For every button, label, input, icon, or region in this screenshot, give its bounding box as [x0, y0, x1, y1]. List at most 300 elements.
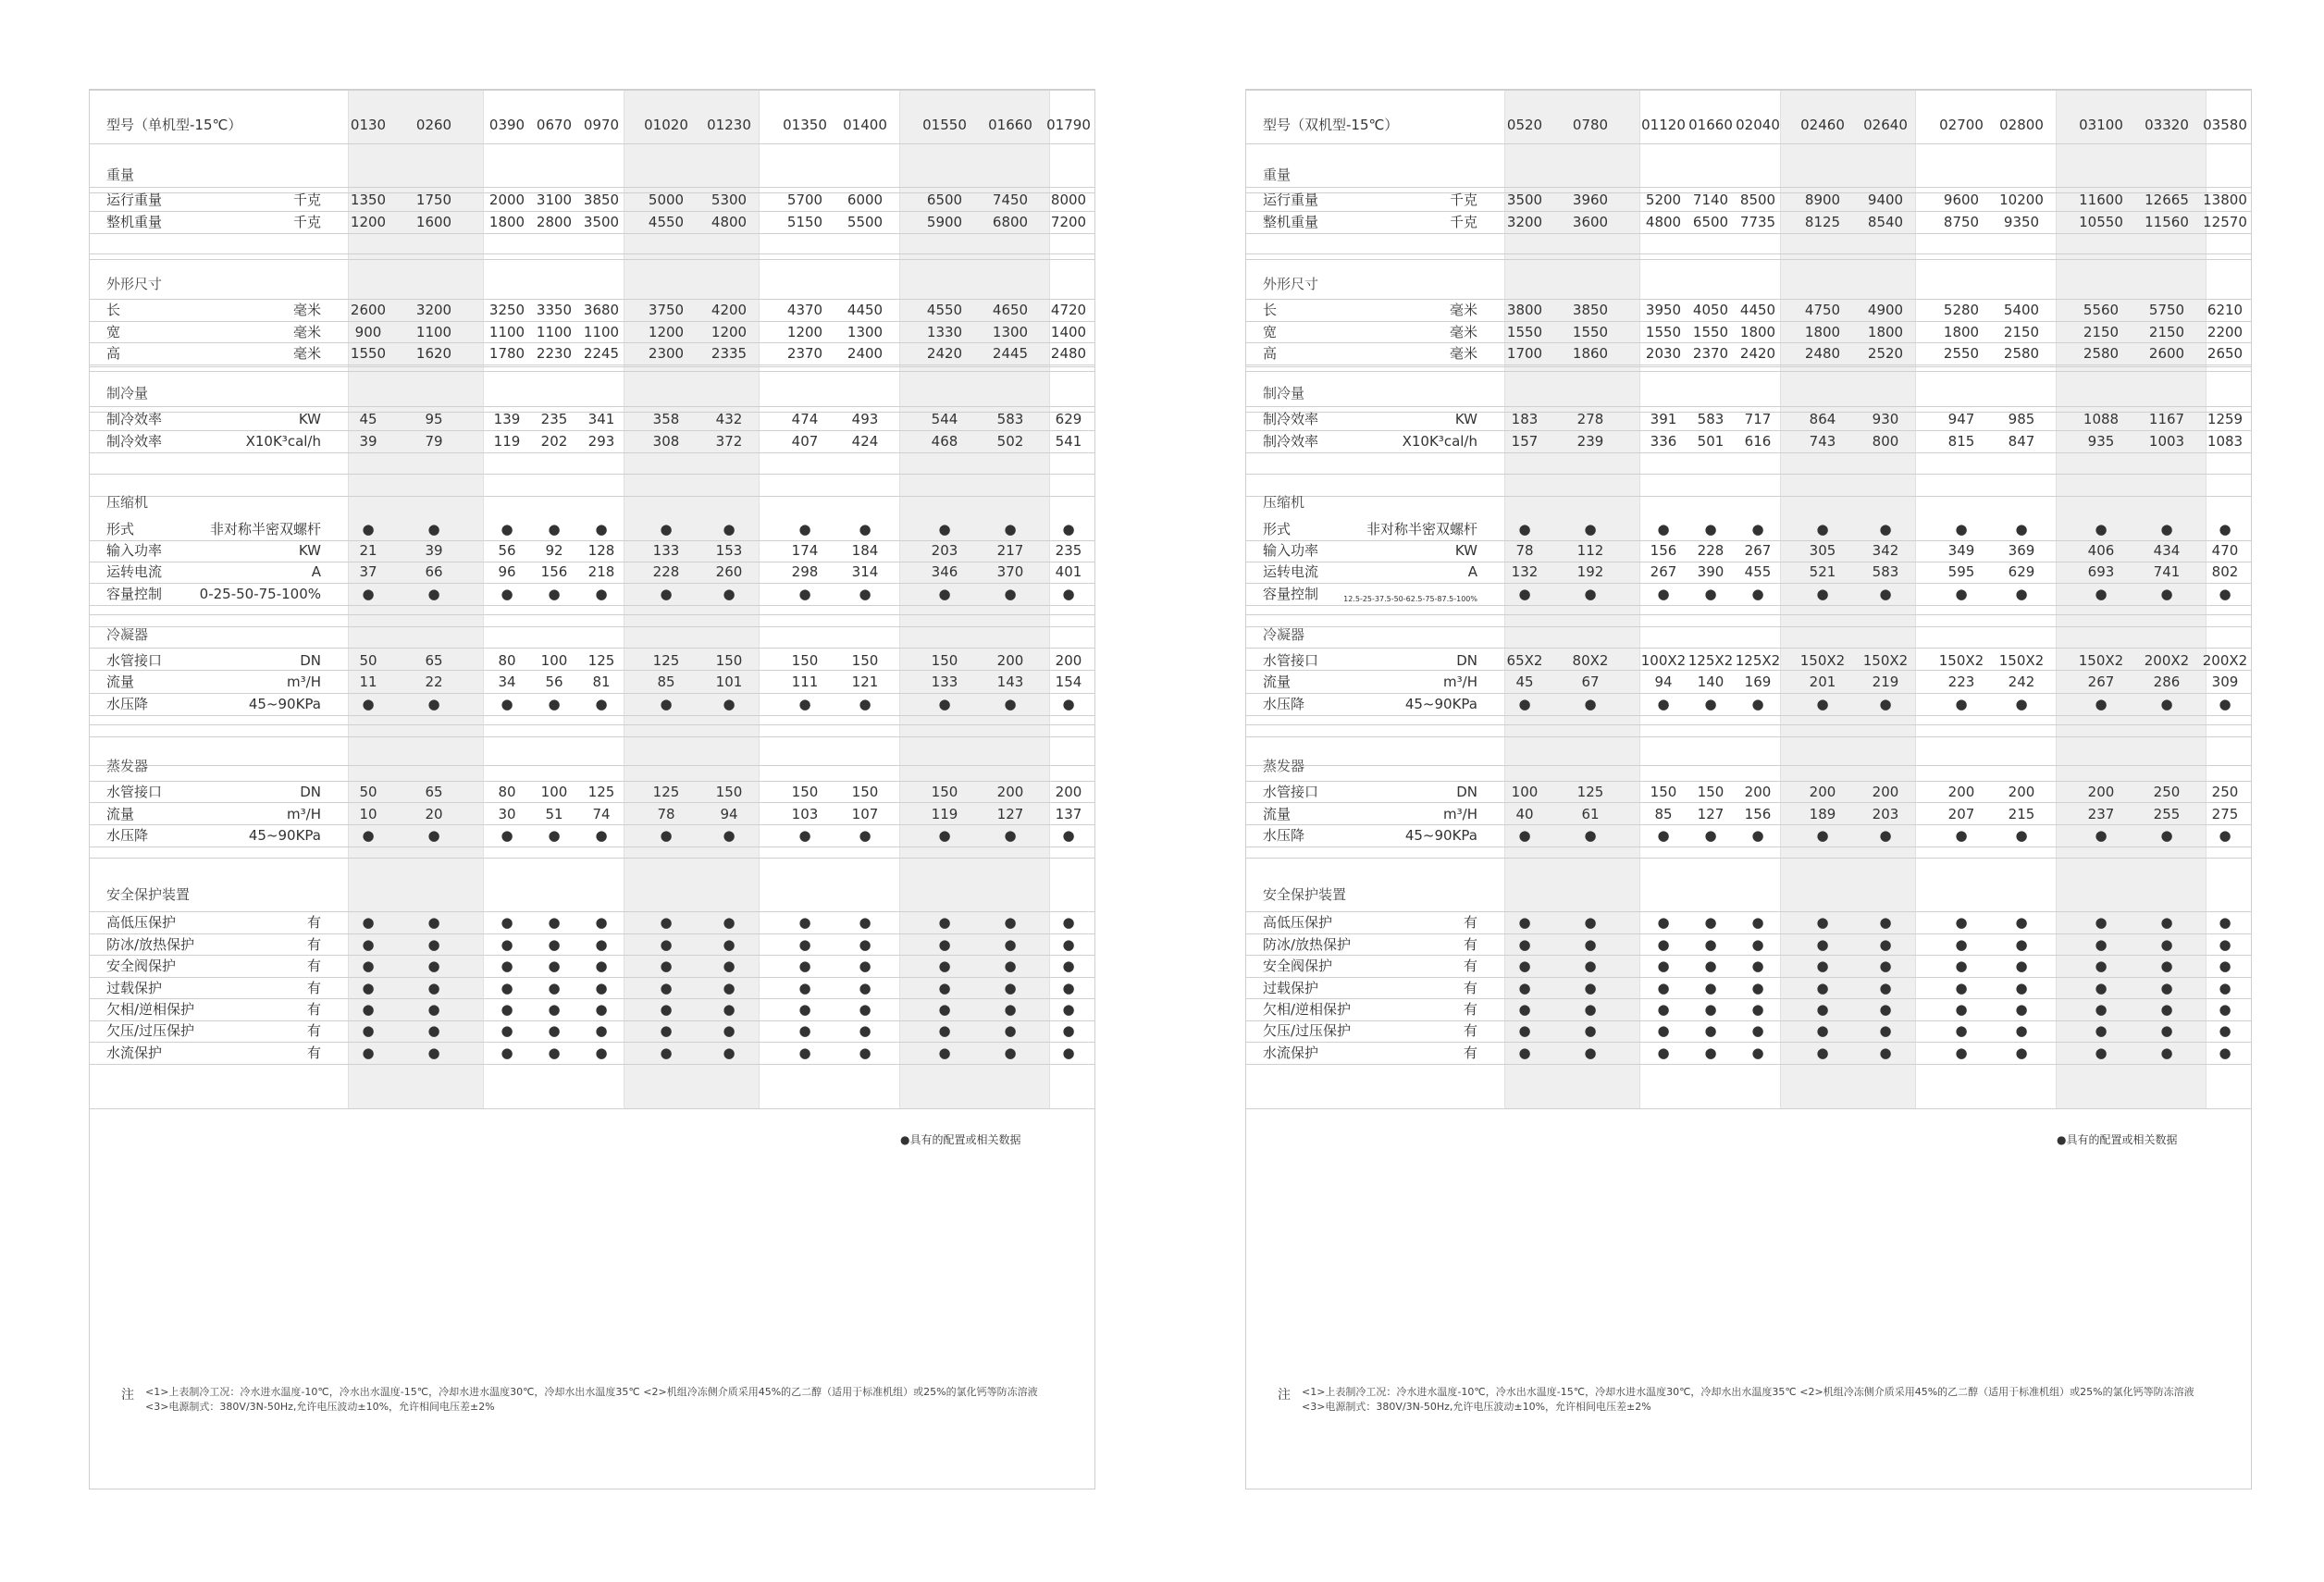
config-dot: ● — [501, 521, 513, 538]
row-divider — [1246, 933, 2252, 934]
config-dot: ● — [938, 914, 951, 931]
table-cell: 390 — [1697, 563, 1724, 580]
section-title: 压缩机 — [1263, 494, 1305, 511]
row-unit: DN — [1456, 784, 1477, 800]
table-cell: 200 — [1055, 784, 1082, 800]
model-code: 0780 — [1572, 117, 1609, 133]
config-dot: ● — [1004, 696, 1017, 712]
config-dot: ● — [427, 521, 440, 538]
config-dot: ● — [427, 696, 440, 712]
row-label: 容量控制 — [106, 586, 163, 602]
config-dot: ● — [595, 914, 608, 931]
config-dot: ● — [798, 696, 811, 712]
model-code: 01350 — [783, 117, 827, 133]
row-divider — [90, 605, 1095, 606]
model-code: 01660 — [988, 117, 1032, 133]
table-cell: 2245 — [583, 345, 620, 362]
config-dot: ● — [548, 958, 561, 974]
table-cell: 139 — [493, 411, 521, 427]
config-dot: ● — [1751, 827, 1764, 844]
row-divider — [1246, 366, 2252, 367]
table-cell: 1200 — [711, 324, 748, 340]
table-cell: 128 — [587, 542, 615, 559]
config-dot: ● — [1657, 521, 1670, 538]
config-dot: ● — [1955, 980, 1968, 996]
config-dot: ● — [2160, 696, 2173, 712]
table-cell: 67 — [1581, 674, 1600, 690]
table-cell: 1620 — [415, 345, 452, 362]
row-label: 宽 — [1263, 324, 1278, 340]
row-unit: 千克 — [1449, 214, 1477, 230]
table-cell: 200 — [1872, 784, 1899, 800]
table-cell: 9350 — [2003, 214, 2040, 230]
row-unit: m³/H — [1443, 674, 1477, 690]
table-cell: 7450 — [992, 192, 1029, 208]
config-dot: ● — [1518, 1001, 1531, 1018]
row-unit: 千克 — [292, 192, 321, 208]
config-dot: ● — [859, 958, 872, 974]
config-dot: ● — [723, 827, 736, 844]
config-dot: ● — [1584, 521, 1597, 538]
table-cell: 94 — [720, 806, 738, 822]
row-divider — [90, 583, 1095, 584]
legend: ●具有的配置或相关数据 — [900, 1133, 1021, 1146]
table-cell: 406 — [2087, 542, 2115, 559]
row-unit: m³/H — [287, 806, 321, 822]
table-cell: 150 — [791, 652, 819, 669]
row-unit: DN — [1456, 652, 1477, 669]
config-dot: ● — [2160, 1044, 2173, 1061]
table-cell: 2370 — [1692, 345, 1729, 362]
table-cell: 125 — [587, 784, 615, 800]
config-dot: ● — [1955, 914, 1968, 931]
row-label: 制冷效率 — [106, 433, 163, 450]
row-label: 流量 — [1263, 674, 1292, 690]
footnote: <1>上表制冷工况：冷水进水温度-10℃，冷水出水温度-15℃，冷却水进水温度30℃，冷却水出水温度35℃ <2>机组冷冻侧介质采用45%的乙二醇（适用于标准机组）或25%的氯化钙等防冻溶液 — [1302, 1386, 2194, 1398]
legend: ●具有的配置或相关数据 — [2057, 1133, 2178, 1146]
config-dot: ● — [723, 521, 736, 538]
table-cell: 100 — [1511, 784, 1539, 800]
table-cell: 2000 — [488, 192, 525, 208]
config-dot: ● — [1062, 958, 1075, 974]
config-dot: ● — [2160, 980, 2173, 996]
table-cell: 1300 — [847, 324, 884, 340]
table-cell: 2550 — [1943, 345, 1980, 362]
config-dot: ● — [548, 827, 561, 844]
config-dot: ● — [595, 1001, 608, 1018]
table-cell: 80X2 — [1572, 652, 1609, 669]
config-dot: ● — [595, 586, 608, 602]
table-cell: 150X2 — [1862, 652, 1909, 669]
config-dot: ● — [595, 1044, 608, 1061]
config-dot: ● — [501, 1044, 513, 1061]
table-cell: 370 — [996, 563, 1024, 580]
table-cell: 132 — [1511, 563, 1539, 580]
table-cell: 8000 — [1050, 192, 1087, 208]
row-unit: KW — [1454, 542, 1477, 559]
table-cell: 4750 — [1804, 302, 1841, 318]
note-marker: 注 — [121, 1388, 134, 1403]
config-dot: ● — [1816, 586, 1829, 602]
config-dot: ● — [1657, 914, 1670, 931]
config-dot: ● — [2095, 696, 2108, 712]
table-cell: 1800 — [1867, 324, 1904, 340]
config-dot: ● — [1062, 1022, 1075, 1039]
table-cell: 1550 — [1692, 324, 1729, 340]
config-dot: ● — [1657, 696, 1670, 712]
table-cell: 5700 — [786, 192, 823, 208]
config-dot: ● — [1751, 1044, 1764, 1061]
table-cell: 3100 — [536, 192, 573, 208]
table-cell: 1088 — [2083, 411, 2120, 427]
row-unit: A — [311, 563, 321, 580]
table-cell: 6500 — [926, 192, 963, 208]
table-cell: 267 — [1650, 563, 1677, 580]
row-divider — [90, 474, 1095, 475]
table-cell: 133 — [931, 674, 958, 690]
config-dot: ● — [938, 1001, 951, 1018]
table-cell: 1200 — [648, 324, 685, 340]
row-unit: 有 — [1463, 958, 1477, 974]
config-dot: ● — [1751, 914, 1764, 931]
table-cell: 51 — [545, 806, 563, 822]
table-cell: 50 — [359, 652, 377, 669]
config-dot: ● — [2015, 958, 2028, 974]
table-cell: 3200 — [415, 302, 452, 318]
table-cell: 61 — [1581, 806, 1600, 822]
table-cell: 5900 — [926, 214, 963, 230]
config-dot: ● — [1657, 936, 1670, 953]
config-dot: ● — [362, 521, 375, 538]
config-dot: ● — [427, 1022, 440, 1039]
row-divider — [1246, 1108, 2252, 1109]
table-cell: 150 — [851, 784, 879, 800]
table-cell: 78 — [657, 806, 675, 822]
row-unit: 非对称半密双螺杆 — [1366, 521, 1477, 538]
table-cell: 13800 — [2203, 192, 2247, 208]
row-label: 运转电流 — [106, 563, 163, 580]
table-cell: 5200 — [1645, 192, 1682, 208]
row-divider — [90, 371, 1095, 372]
table-cell: 121 — [851, 674, 879, 690]
table-cell: 468 — [931, 433, 958, 450]
row-unit: 12.5-25-37.5-50-62.5-75-87.5-100% — [1343, 595, 1477, 603]
row-divider — [90, 724, 1095, 725]
config-dot: ● — [798, 586, 811, 602]
table-cell: 4200 — [711, 302, 748, 318]
config-dot: ● — [798, 936, 811, 953]
table-cell: 9600 — [1943, 192, 1980, 208]
table-cell: 583 — [1697, 411, 1724, 427]
row-divider — [90, 998, 1095, 999]
config-dot: ● — [1584, 586, 1597, 602]
table-cell: 11600 — [2079, 192, 2123, 208]
section-title: 蒸发器 — [1263, 758, 1305, 774]
row-label: 制冷效率 — [1263, 411, 1319, 427]
table-cell: 2150 — [2083, 324, 2120, 340]
row-divider — [90, 911, 1095, 912]
config-dot: ● — [2095, 980, 2108, 996]
config-dot: ● — [1751, 1022, 1764, 1039]
row-divider — [1246, 233, 2252, 234]
row-divider — [1246, 715, 2252, 716]
row-divider — [1246, 648, 2252, 649]
table-cell: 183 — [1511, 411, 1539, 427]
table-cell: 150 — [1697, 784, 1724, 800]
table-cell: 309 — [2211, 674, 2239, 690]
config-dot: ● — [1751, 936, 1764, 953]
config-dot: ● — [501, 1001, 513, 1018]
config-dot: ● — [938, 827, 951, 844]
table-cell: 150 — [931, 784, 958, 800]
model-code: 03580 — [2203, 117, 2247, 133]
config-dot: ● — [2095, 914, 2108, 931]
config-dot: ● — [501, 586, 513, 602]
row-unit: 45~90KPa — [248, 827, 321, 844]
table-cell: 5500 — [847, 214, 884, 230]
table-cell: 521 — [1809, 563, 1836, 580]
table-cell: 20 — [425, 806, 443, 822]
table-cell: 156 — [1744, 806, 1772, 822]
footnote: <3>电源制式：380V/3N-50Hz,允许电压波动±10%，允许相间电压差±2% — [1302, 1401, 1651, 1413]
table-cell: 616 — [1744, 433, 1772, 450]
config-dot: ● — [595, 958, 608, 974]
config-dot: ● — [1062, 521, 1075, 538]
table-cell: 200X2 — [2202, 652, 2248, 669]
row-label: 水压降 — [1263, 827, 1305, 844]
table-cell: 1800 — [1943, 324, 1980, 340]
row-unit: 有 — [1463, 914, 1477, 931]
config-dot: ● — [660, 1022, 673, 1039]
config-dot: ● — [938, 1044, 951, 1061]
table-cell: 3250 — [488, 302, 525, 318]
table-cell: 693 — [2087, 563, 2115, 580]
config-dot: ● — [427, 1044, 440, 1061]
row-divider — [90, 342, 1095, 343]
row-divider — [1246, 998, 2252, 999]
config-dot: ● — [1518, 521, 1531, 538]
row-divider — [1246, 90, 2252, 91]
table-cell: 501 — [1697, 433, 1724, 450]
row-divider — [1246, 321, 2252, 322]
row-unit: 45~90KPa — [1404, 827, 1477, 844]
table-cell: 192 — [1576, 563, 1604, 580]
table-cell: 143 — [996, 674, 1024, 690]
row-unit: 有 — [1463, 980, 1477, 996]
config-dot: ● — [1518, 586, 1531, 602]
row-label: 高 — [106, 345, 121, 362]
row-divider — [1246, 693, 2252, 694]
table-cell: 2400 — [847, 345, 884, 362]
table-cell: 4550 — [648, 214, 685, 230]
table-cell: 432 — [715, 411, 743, 427]
table-cell: 3950 — [1645, 302, 1682, 318]
config-dot: ● — [859, 1001, 872, 1018]
table-cell: 10550 — [2079, 214, 2123, 230]
table-cell: 741 — [2153, 563, 2181, 580]
table-cell: 1700 — [1506, 345, 1543, 362]
config-dot: ● — [660, 914, 673, 931]
row-divider — [90, 496, 1095, 497]
table-cell: 169 — [1744, 674, 1772, 690]
table-cell: 4370 — [786, 302, 823, 318]
table-cell: 1200 — [350, 214, 387, 230]
table-cell: 3500 — [1506, 192, 1543, 208]
table-cell: 2150 — [2148, 324, 2185, 340]
row-label: 欠压/过压保护 — [106, 1022, 195, 1039]
row-unit: m³/H — [1443, 806, 1477, 822]
table-cell: 278 — [1576, 411, 1604, 427]
config-dot: ● — [2015, 1001, 2028, 1018]
config-dot: ● — [501, 1022, 513, 1039]
table-cell: 2520 — [1867, 345, 1904, 362]
config-dot: ● — [501, 958, 513, 974]
config-dot: ● — [2160, 914, 2173, 931]
config-dot: ● — [723, 958, 736, 974]
config-dot: ● — [2095, 827, 2108, 844]
row-label: 防冰/放热保护 — [1263, 936, 1352, 953]
table-cell: 629 — [2008, 563, 2035, 580]
table-cell: 56 — [545, 674, 563, 690]
table-cell: 65 — [425, 652, 443, 669]
row-divider — [1246, 342, 2252, 343]
config-dot: ● — [660, 980, 673, 996]
row-label: 防冰/放热保护 — [106, 936, 195, 953]
table-cell: 1100 — [488, 324, 525, 340]
config-dot: ● — [501, 936, 513, 953]
config-dot: ● — [548, 980, 561, 996]
row-label: 容量控制 — [1263, 586, 1319, 602]
config-dot: ● — [362, 958, 375, 974]
table-cell: 50 — [359, 784, 377, 800]
row-divider — [1246, 977, 2252, 978]
row-divider — [1246, 724, 2252, 725]
config-dot: ● — [548, 914, 561, 931]
table-cell: 6210 — [2207, 302, 2244, 318]
config-dot: ● — [1657, 980, 1670, 996]
config-dot: ● — [1955, 1022, 1968, 1039]
table-cell: 154 — [1055, 674, 1082, 690]
row-label: 高低压保护 — [106, 914, 177, 931]
table-cell: 1550 — [1645, 324, 1682, 340]
table-cell: 5400 — [2003, 302, 2040, 318]
row-divider — [1246, 955, 2252, 956]
config-dot: ● — [1879, 936, 1892, 953]
model-code: 03320 — [2145, 117, 2189, 133]
table-cell: 260 — [715, 563, 743, 580]
table-cell: 80 — [498, 652, 516, 669]
table-cell: 1600 — [415, 214, 452, 230]
table-cell: 39 — [425, 542, 443, 559]
table-cell: 2600 — [350, 302, 387, 318]
config-dot: ● — [1955, 521, 1968, 538]
config-dot: ● — [1584, 1044, 1597, 1061]
table-cell: 2335 — [711, 345, 748, 362]
row-label: 运转电流 — [1263, 563, 1319, 580]
row-divider — [90, 430, 1095, 431]
table-cell: 4050 — [1692, 302, 1729, 318]
table-cell: 3350 — [536, 302, 573, 318]
row-unit: 非对称半密双螺杆 — [209, 521, 321, 538]
spec-page-dual — [1245, 89, 2252, 1489]
row-label: 过载保护 — [1263, 980, 1319, 996]
config-dot: ● — [859, 914, 872, 931]
row-unit: KW — [298, 411, 321, 427]
table-cell: 40 — [1515, 806, 1534, 822]
table-cell: 4900 — [1867, 302, 1904, 318]
table-cell: 1400 — [1050, 324, 1087, 340]
table-cell: 3960 — [1572, 192, 1609, 208]
config-dot: ● — [1816, 1001, 1829, 1018]
config-dot: ● — [2219, 936, 2231, 953]
config-dot: ● — [362, 914, 375, 931]
table-cell: 150X2 — [2078, 652, 2124, 669]
table-cell: 200 — [996, 652, 1024, 669]
table-cell: 2300 — [648, 345, 685, 362]
table-cell: 250 — [2211, 784, 2239, 800]
table-cell: 125X2 — [1735, 652, 1781, 669]
row-unit: X10K³cal/h — [245, 433, 321, 450]
config-dot: ● — [1004, 914, 1017, 931]
table-cell: 200 — [1947, 784, 1975, 800]
table-cell: 8500 — [1739, 192, 1776, 208]
table-cell: 39 — [359, 433, 377, 450]
config-dot: ● — [660, 936, 673, 953]
table-cell: 541 — [1055, 433, 1082, 450]
table-cell: 743 — [1809, 433, 1836, 450]
table-cell: 1800 — [488, 214, 525, 230]
table-cell: 107 — [851, 806, 879, 822]
config-dot: ● — [501, 827, 513, 844]
row-divider — [90, 211, 1095, 212]
config-dot: ● — [501, 914, 513, 931]
config-dot: ● — [2015, 521, 2028, 538]
config-dot: ● — [1816, 936, 1829, 953]
table-cell: 7140 — [1692, 192, 1729, 208]
model-code: 0390 — [488, 117, 525, 133]
config-dot: ● — [1955, 936, 1968, 953]
table-cell: 21 — [359, 542, 377, 559]
table-cell: 5000 — [648, 192, 685, 208]
table-cell: 200 — [996, 784, 1024, 800]
config-dot: ● — [1955, 1044, 1968, 1061]
config-dot: ● — [595, 827, 608, 844]
table-cell: 34 — [498, 674, 516, 690]
table-cell: 2370 — [786, 345, 823, 362]
table-cell: 140 — [1697, 674, 1724, 690]
table-cell: 7200 — [1050, 214, 1087, 230]
table-cell: 947 — [1947, 411, 1975, 427]
config-dot: ● — [938, 696, 951, 712]
table-cell: 308 — [652, 433, 680, 450]
config-dot: ● — [723, 914, 736, 931]
config-dot: ● — [1751, 586, 1764, 602]
table-cell: 184 — [851, 542, 879, 559]
model-header-label: 型号（双机型-15℃） — [1263, 117, 1399, 133]
table-cell: 3850 — [1572, 302, 1609, 318]
row-label: 制冷效率 — [1263, 433, 1319, 450]
table-cell: 201 — [1809, 674, 1836, 690]
config-dot: ● — [1004, 827, 1017, 844]
table-cell: 157 — [1511, 433, 1539, 450]
table-cell: 4550 — [926, 302, 963, 318]
row-label: 流量 — [1263, 806, 1292, 822]
table-cell: 223 — [1947, 674, 1975, 690]
table-cell: 217 — [996, 542, 1024, 559]
config-dot: ● — [859, 586, 872, 602]
config-dot: ● — [1657, 586, 1670, 602]
table-cell: 595 — [1947, 563, 1975, 580]
